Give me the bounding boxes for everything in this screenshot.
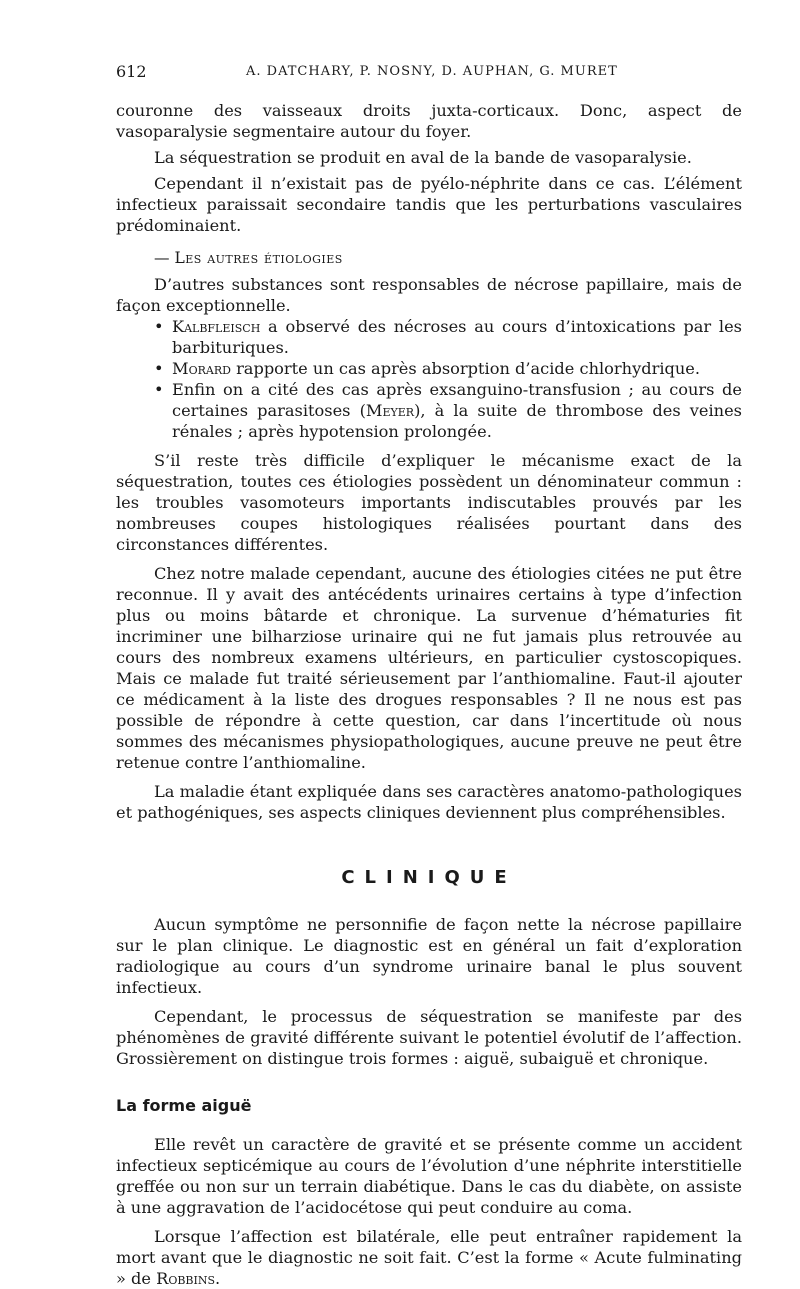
body-text (116, 100, 742, 1289)
subsection-title: La forme aiguë (116, 1096, 252, 1115)
subsection-heading (154, 248, 742, 269)
paragraph: Aucun symptôme ne personnifie de façon nette la nécrose papillaire sur le plan clinique. Le diagnostic est en général un fait d’exploration radiologique au cours d’un syndrome urinaire banal le plus souvent infectieux. (116, 915, 742, 997)
list-item (116, 379, 742, 442)
paragraph: couronne des vaisseaux droits juxta-corticaux. Donc, aspect de vasoparalysie segmentaire autour du foyer. (116, 101, 742, 141)
paragraph-text: Lorsque l’affection est bilatérale, elle peut entraîner rapidement la mort avant que le diagnostic ne soit fait. C’est la forme « Acute fulminating » de (116, 1227, 742, 1288)
etiology-list (116, 316, 742, 442)
paragraph: La maladie étant expliquée dans ses caractères anatomo-pathologiques et pathogéniques, ses aspects cliniques deviennent plus compréhensibles. (116, 782, 742, 822)
author-name: Morard (172, 359, 231, 378)
section-title: CLINIQUE (341, 867, 517, 888)
author-name: Kalbfleisch (172, 317, 261, 336)
list-item (116, 316, 742, 358)
paragraph: S’il reste très difficile d’expliquer le mécanisme exact de la séquestration, toutes ces étiologies possèdent un dénominateur commun : les troubles vasomoteurs importants indiscutables prouvés par les nombreuses coupes histologiques réalisées pourtant dans des circonstances différentes. (116, 451, 742, 554)
bullet-icon: • (154, 317, 164, 336)
paragraph-text: . (215, 1269, 221, 1288)
author-name: Meyer (365, 401, 415, 420)
list-item-text: ), à la suite de thrombose des veines rénales ; après hypotension prolongée. (172, 401, 742, 441)
list-item-text: a observé des nécroses au cours d’intoxications par les barbituriques. (172, 317, 742, 357)
author-name: Robbins (156, 1269, 216, 1288)
paragraph: Elle revêt un caractère de gravité et se présente comme un accident infectieux septicémique au cours de l’évolution d’une néphrite interstitielle greffée ou non sur un terrain diabétique. Dans le cas du diabète, on assiste à une aggravation de l’acidocétose qui peut conduire au coma. (116, 1135, 742, 1217)
running-header (116, 62, 742, 86)
heading-dash: — (154, 249, 175, 267)
running-head-authors: A. DATCHARY, P. NOSNY, D. AUPHAN, G. MURET (246, 64, 618, 79)
heading-text: Les autres étiologies (174, 249, 343, 267)
paragraph: D’autres substances sont responsables de nécrose papillaire, mais de façon exceptionnelle. (116, 275, 742, 315)
paragraph: Chez notre malade cependant, aucune des étiologies citées ne put être reconnue. Il y avait des antécédents urinaires certains à type d’infection plus ou moins bâtarde et chronique. La survenue d’hématuries fit incriminer une bilharziose urinaire qui ne fut jamais plus retrouvée au cours des nombreux examens ultérieurs, en particulier cystoscopiques. Mais ce malade fut traité sérieusement par l’anthiomaline. Faut-il ajouter ce médicament à la liste des drogues responsables ? Il ne nous est pas possible de répondre à cette question, car dans l’incertitude où nous sommes des mécanismes physiopathologiques, aucune preuve ne peut être retenue contre l’anthiomaline. (116, 564, 742, 772)
bullet-icon: • (154, 380, 164, 399)
paragraph: Cependant, le processus de séquestration se manifeste par des phénomènes de gravité différente suivant le potentiel évolutif de l’affection. Grossièrement on distingue trois formes : aiguë, subaiguë et chronique. (116, 1007, 742, 1068)
paragraph: La séquestration se produit en aval de la bande de vasoparalysie. (154, 148, 692, 167)
list-item-text: Enfin on a cité des cas après exsanguino-transfusion ; au cours de certaines parasitoses ( (172, 380, 742, 420)
paragraph: Cependant il n’existait pas de pyélo-néphrite dans ce cas. L’élément infectieux paraissait secondaire tandis que les perturbations vasculaires prédominaient. (116, 174, 742, 235)
page-number: 612 (116, 62, 147, 81)
bullet-icon: • (154, 359, 164, 378)
list-item-text: rapporte un cas après absorption d’acide chlorhydrique. (230, 359, 701, 378)
list-item (116, 358, 742, 379)
paragraph (116, 1226, 742, 1289)
